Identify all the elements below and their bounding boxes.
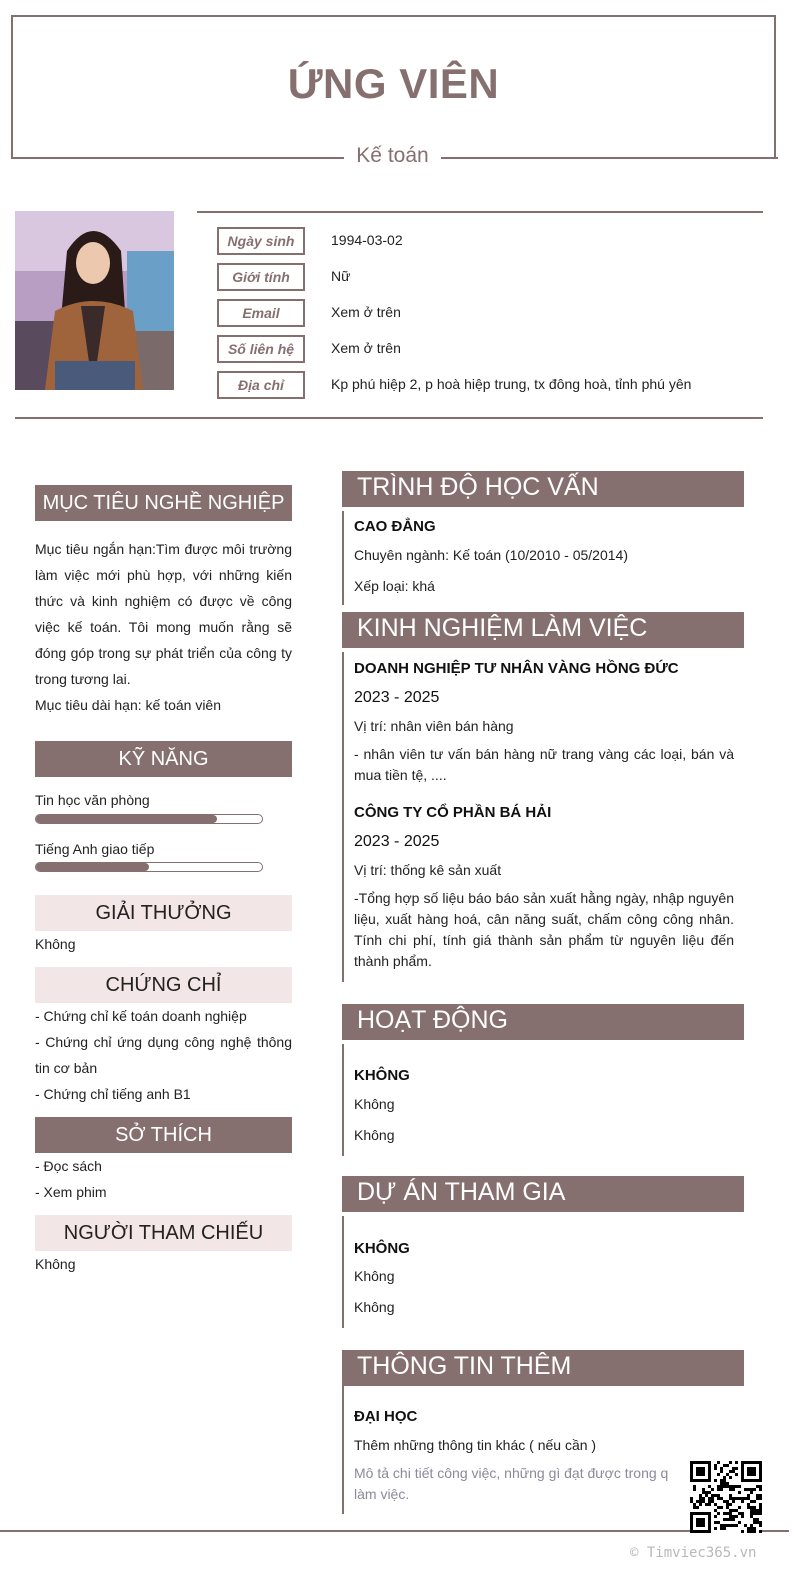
qr-module (720, 1482, 723, 1485)
qr-module (747, 1506, 750, 1509)
qr-code-icon (690, 1461, 762, 1533)
qr-module (708, 1497, 711, 1500)
qr-module (759, 1494, 762, 1497)
qr-module (729, 1476, 732, 1479)
qr-module (726, 1485, 729, 1488)
qr-module (696, 1500, 699, 1503)
objective-short: Mục tiêu ngắn hạn:Tìm được môi trường làm việc mới phù hợp, với những kiến thức và kinh nghiệm có được về công việc kế toán. Tôi mong muốn rằng sẽ đóng góp trong sự phát triển của công ty trong tương lai. (35, 541, 292, 687)
qr-module (753, 1506, 756, 1509)
qr-module (759, 1497, 762, 1500)
qr-module (717, 1488, 720, 1491)
qr-module (702, 1500, 705, 1503)
footer-divider (0, 1530, 789, 1532)
qr-finder (696, 1467, 705, 1476)
candidate-name: ỨNG VIÊN (287, 60, 500, 107)
activities-rule (342, 1044, 344, 1156)
awards-text: Không (35, 936, 76, 952)
qr-module (735, 1467, 738, 1470)
qr-module (714, 1515, 717, 1518)
projects-heading: DỰ ÁN THAM GIA (342, 1176, 744, 1212)
additional-rule (342, 1386, 344, 1514)
activities-heading: HOẠT ĐỘNG (342, 1004, 744, 1040)
qr-module (705, 1494, 708, 1497)
watermark: © Timviec365.vn (630, 1545, 757, 1561)
qr-module (750, 1527, 753, 1530)
job-time: 2023 - 2025 (354, 833, 440, 850)
qr-module (729, 1524, 732, 1527)
qr-module (720, 1479, 723, 1482)
qr-module (729, 1470, 732, 1473)
value-email: Xem ở trên (331, 304, 401, 320)
qr-module (759, 1488, 762, 1491)
qr-module (744, 1497, 747, 1500)
qr-module (753, 1488, 756, 1491)
qr-module (723, 1476, 726, 1479)
qr-module (714, 1464, 717, 1467)
qr-module (699, 1500, 702, 1503)
qr-module (750, 1500, 753, 1503)
qr-module (732, 1518, 735, 1521)
qr-module (753, 1530, 756, 1533)
qr-module (732, 1488, 735, 1491)
qr-module (732, 1509, 735, 1512)
skill-name: Tin học văn phòng (35, 792, 150, 808)
qr-module (747, 1503, 750, 1506)
hobby-item: - Đọc sách (35, 1158, 102, 1174)
certificate-item: - Chứng chỉ kế toán doanh nghiệp (35, 1008, 247, 1024)
objective-long: Mục tiêu dài hạn: kế toán viên (35, 697, 222, 713)
qr-module (726, 1506, 729, 1509)
qr-module (735, 1515, 738, 1518)
qr-module (717, 1485, 720, 1488)
header-divider-right (441, 157, 778, 159)
qr-module (714, 1467, 717, 1470)
qr-module (693, 1488, 696, 1491)
qr-module (717, 1512, 720, 1515)
qr-module (699, 1494, 702, 1497)
additional-name: ĐẠI HỌC (354, 1408, 418, 1425)
qr-module (735, 1524, 738, 1527)
job-time: 2023 - 2025 (354, 689, 440, 706)
qr-module (729, 1512, 732, 1515)
value-gender: Nữ (331, 268, 351, 284)
qr-module (726, 1482, 729, 1485)
qr-module (741, 1512, 744, 1515)
qr-module (711, 1488, 714, 1491)
qr-module (741, 1500, 744, 1503)
header-divider-left (11, 157, 344, 159)
education-school: CAO ĐẲNG (354, 518, 436, 535)
qr-module (690, 1500, 693, 1503)
education-major: Chuyên ngành: Kế toán (10/2010 - 05/2014) (354, 547, 628, 563)
qr-module (717, 1461, 720, 1464)
label-address: Địa chỉ (217, 371, 305, 399)
qr-module (729, 1503, 732, 1506)
qr-module (738, 1491, 741, 1494)
value-address: Kp phú hiệp 2, p hoà hiệp trung, tx đông hoà, tỉnh phú yên (331, 376, 692, 392)
qr-module (732, 1500, 735, 1503)
qr-module (732, 1524, 735, 1527)
qr-module (732, 1470, 735, 1473)
qr-module (699, 1497, 702, 1500)
qr-module (693, 1485, 696, 1488)
awards-heading: GIẢI THƯỞNG (35, 895, 292, 931)
references-heading: NGƯỜI THAM CHIẾU (35, 1215, 292, 1251)
qr-module (720, 1497, 723, 1500)
qr-module (726, 1524, 729, 1527)
project-name: KHÔNG (354, 1240, 410, 1257)
projects-rule (342, 1216, 344, 1328)
qr-module (720, 1506, 723, 1509)
qr-module (747, 1530, 750, 1533)
qr-finder (747, 1467, 756, 1476)
qr-module (735, 1473, 738, 1476)
qr-module (750, 1491, 753, 1494)
qr-module (726, 1500, 729, 1503)
qr-module (705, 1503, 708, 1506)
qr-module (723, 1512, 726, 1515)
skills-heading: KỸ NĂNG (35, 741, 292, 777)
qr-module (729, 1488, 732, 1491)
qr-module (759, 1530, 762, 1533)
qr-module (759, 1509, 762, 1512)
qr-module (738, 1506, 741, 1509)
qr-module (720, 1524, 723, 1527)
job-title: Kế toán (356, 144, 429, 167)
qr-module (750, 1524, 753, 1527)
qr-module (705, 1491, 708, 1494)
qr-module (723, 1485, 726, 1488)
qr-module (720, 1488, 723, 1491)
qr-module (729, 1494, 732, 1497)
qr-module (726, 1518, 729, 1521)
skill-bar (35, 814, 263, 824)
skill-name: Tiếng Anh giao tiếp (35, 841, 155, 857)
info-divider-bottom (15, 417, 763, 419)
qr-module (756, 1497, 759, 1500)
qr-module (759, 1512, 762, 1515)
job-position: Vị trí: nhân viên bán hàng (354, 718, 514, 734)
education-rule (342, 511, 344, 605)
qr-module (753, 1521, 756, 1524)
qr-module (708, 1491, 711, 1494)
certificate-item: - Chứng chỉ ứng dụng công nghệ thông tin cơ bản (35, 1034, 292, 1076)
avatar (15, 211, 174, 390)
qr-module (756, 1509, 759, 1512)
skill-bar (35, 862, 263, 872)
activity-line: Không (354, 1096, 395, 1112)
qr-module (720, 1527, 723, 1530)
qr-module (756, 1518, 759, 1521)
qr-module (690, 1497, 693, 1500)
qr-module (759, 1503, 762, 1506)
qr-module (723, 1518, 726, 1521)
value-phone: Xem ở trên (331, 340, 401, 356)
label-email: Email (217, 299, 305, 327)
qr-module (753, 1518, 756, 1521)
qr-module (753, 1509, 756, 1512)
project-line: Không (354, 1299, 395, 1315)
qr-module (741, 1530, 744, 1533)
qr-module (702, 1491, 705, 1494)
qr-module (729, 1485, 732, 1488)
qr-module (729, 1461, 732, 1464)
qr-finder (696, 1518, 705, 1527)
qr-module (717, 1521, 720, 1524)
job-description: -Tổng hợp số liệu báo báo sản xuất hằng ngày, nhập nguyên liệu, xuất hàng hoá, cân năng suất, chấm công công nhân. Tính chi phí, tính giá thành sản phẩm từ nguyên liệu đến thành phẩm. (354, 890, 734, 969)
additional-description: làm việc. (354, 1486, 410, 1502)
qr-module (726, 1512, 729, 1515)
qr-module (756, 1485, 759, 1488)
experience-rule (342, 652, 344, 982)
hobbies-heading: SỞ THÍCH (35, 1117, 292, 1153)
job-position: Vị trí: thống kê sản xuất (354, 862, 502, 878)
qr-module (723, 1527, 726, 1530)
qr-module (756, 1521, 759, 1524)
activity-line: Không (354, 1127, 395, 1143)
qr-module (756, 1512, 759, 1515)
qr-module (750, 1509, 753, 1512)
references-text: Không (35, 1256, 76, 1272)
education-heading: TRÌNH ĐỘ HỌC VẤN (342, 471, 744, 507)
objective-heading: MỤC TIÊU NGHỀ NGHIỆP (35, 485, 292, 521)
job-company: DOANH NGHIỆP TƯ NHÂN VÀNG HỒNG ĐỨC (354, 660, 679, 677)
qr-module (726, 1464, 729, 1467)
qr-module (744, 1524, 747, 1527)
qr-module (717, 1497, 720, 1500)
hobby-item: - Xem phim (35, 1184, 107, 1200)
qr-module (750, 1515, 753, 1518)
qr-module (693, 1506, 696, 1509)
skill-bar-fill (36, 815, 217, 823)
job-company: CÔNG TY CỔ PHẦN BÁ HẢI (354, 804, 552, 821)
qr-module (729, 1518, 732, 1521)
qr-module (732, 1497, 735, 1500)
qr-module (738, 1497, 741, 1500)
education-grade: Xếp loại: khá (354, 578, 435, 594)
qr-module (723, 1464, 726, 1467)
qr-module (699, 1503, 702, 1506)
qr-module (708, 1503, 711, 1506)
qr-module (723, 1479, 726, 1482)
qr-module (735, 1485, 738, 1488)
qr-module (711, 1494, 714, 1497)
job-description: - nhân viên tư vấn bán hàng nữ trang vàng các loại, bán và mua tiền tệ, .... (354, 746, 734, 783)
qr-module (738, 1512, 741, 1515)
qr-module (714, 1479, 717, 1482)
additional-description: Mô tả chi tiết công việc, những gì đạt được trong q (354, 1465, 669, 1481)
certificate-item: - Chứng chỉ tiếng anh B1 (35, 1086, 191, 1102)
qr-module (714, 1509, 717, 1512)
qr-module (729, 1497, 732, 1500)
qr-module (696, 1506, 699, 1509)
qr-module (759, 1524, 762, 1527)
qr-module (759, 1521, 762, 1524)
label-phone: Số liên hệ (217, 335, 305, 363)
qr-module (735, 1497, 738, 1500)
qr-module (732, 1485, 735, 1488)
qr-module (732, 1515, 735, 1518)
qr-module (747, 1497, 750, 1500)
qr-module (717, 1494, 720, 1497)
qr-module (753, 1500, 756, 1503)
qr-module (738, 1521, 741, 1524)
label-birthdate: Ngày sinh (217, 227, 305, 255)
qr-module (723, 1524, 726, 1527)
qr-module (735, 1509, 738, 1512)
qr-module (702, 1488, 705, 1491)
qr-module (720, 1485, 723, 1488)
experience-heading: KINH NGHIỆM LÀM VIỆC (342, 612, 744, 648)
qr-module (720, 1470, 723, 1473)
qr-module (714, 1494, 717, 1497)
qr-module (750, 1530, 753, 1533)
additional-heading: THÔNG TIN THÊM (342, 1350, 744, 1386)
qr-module (714, 1503, 717, 1506)
qr-module (732, 1467, 735, 1470)
qr-module (714, 1521, 717, 1524)
qr-module (693, 1503, 696, 1506)
label-gender: Giới tính (217, 263, 305, 291)
qr-module (729, 1509, 732, 1512)
qr-module (708, 1500, 711, 1503)
qr-module (738, 1485, 741, 1488)
qr-module (747, 1494, 750, 1497)
activity-name: KHÔNG (354, 1067, 410, 1084)
qr-module (759, 1485, 762, 1488)
qr-module (729, 1515, 732, 1518)
qr-module (741, 1515, 744, 1518)
qr-module (753, 1512, 756, 1515)
qr-module (741, 1497, 744, 1500)
qr-module (759, 1506, 762, 1509)
qr-module (714, 1527, 717, 1530)
qr-module (750, 1488, 753, 1491)
qr-module (735, 1461, 738, 1464)
qr-module (726, 1503, 729, 1506)
skill-bar-fill (36, 863, 149, 871)
qr-module (747, 1527, 750, 1530)
qr-module (723, 1482, 726, 1485)
qr-module (744, 1488, 747, 1491)
value-birthdate: 1994-03-02 (331, 232, 403, 248)
qr-module (726, 1473, 729, 1476)
qr-module (750, 1512, 753, 1515)
qr-module (717, 1473, 720, 1476)
additional-line: Thêm những thông tin khác ( nếu cần ) (354, 1437, 597, 1453)
qr-module (717, 1506, 720, 1509)
qr-module (711, 1497, 714, 1500)
qr-module (747, 1488, 750, 1491)
qr-module (750, 1506, 753, 1509)
qr-module (711, 1500, 714, 1503)
qr-module (756, 1494, 759, 1497)
qr-module (702, 1497, 705, 1500)
qr-module (708, 1485, 711, 1488)
qr-module (720, 1467, 723, 1470)
project-line: Không (354, 1268, 395, 1284)
certificates-heading: CHỨNG CHỈ (35, 967, 292, 1003)
info-divider-top (197, 211, 763, 213)
qr-module (753, 1527, 756, 1530)
qr-module (723, 1500, 726, 1503)
